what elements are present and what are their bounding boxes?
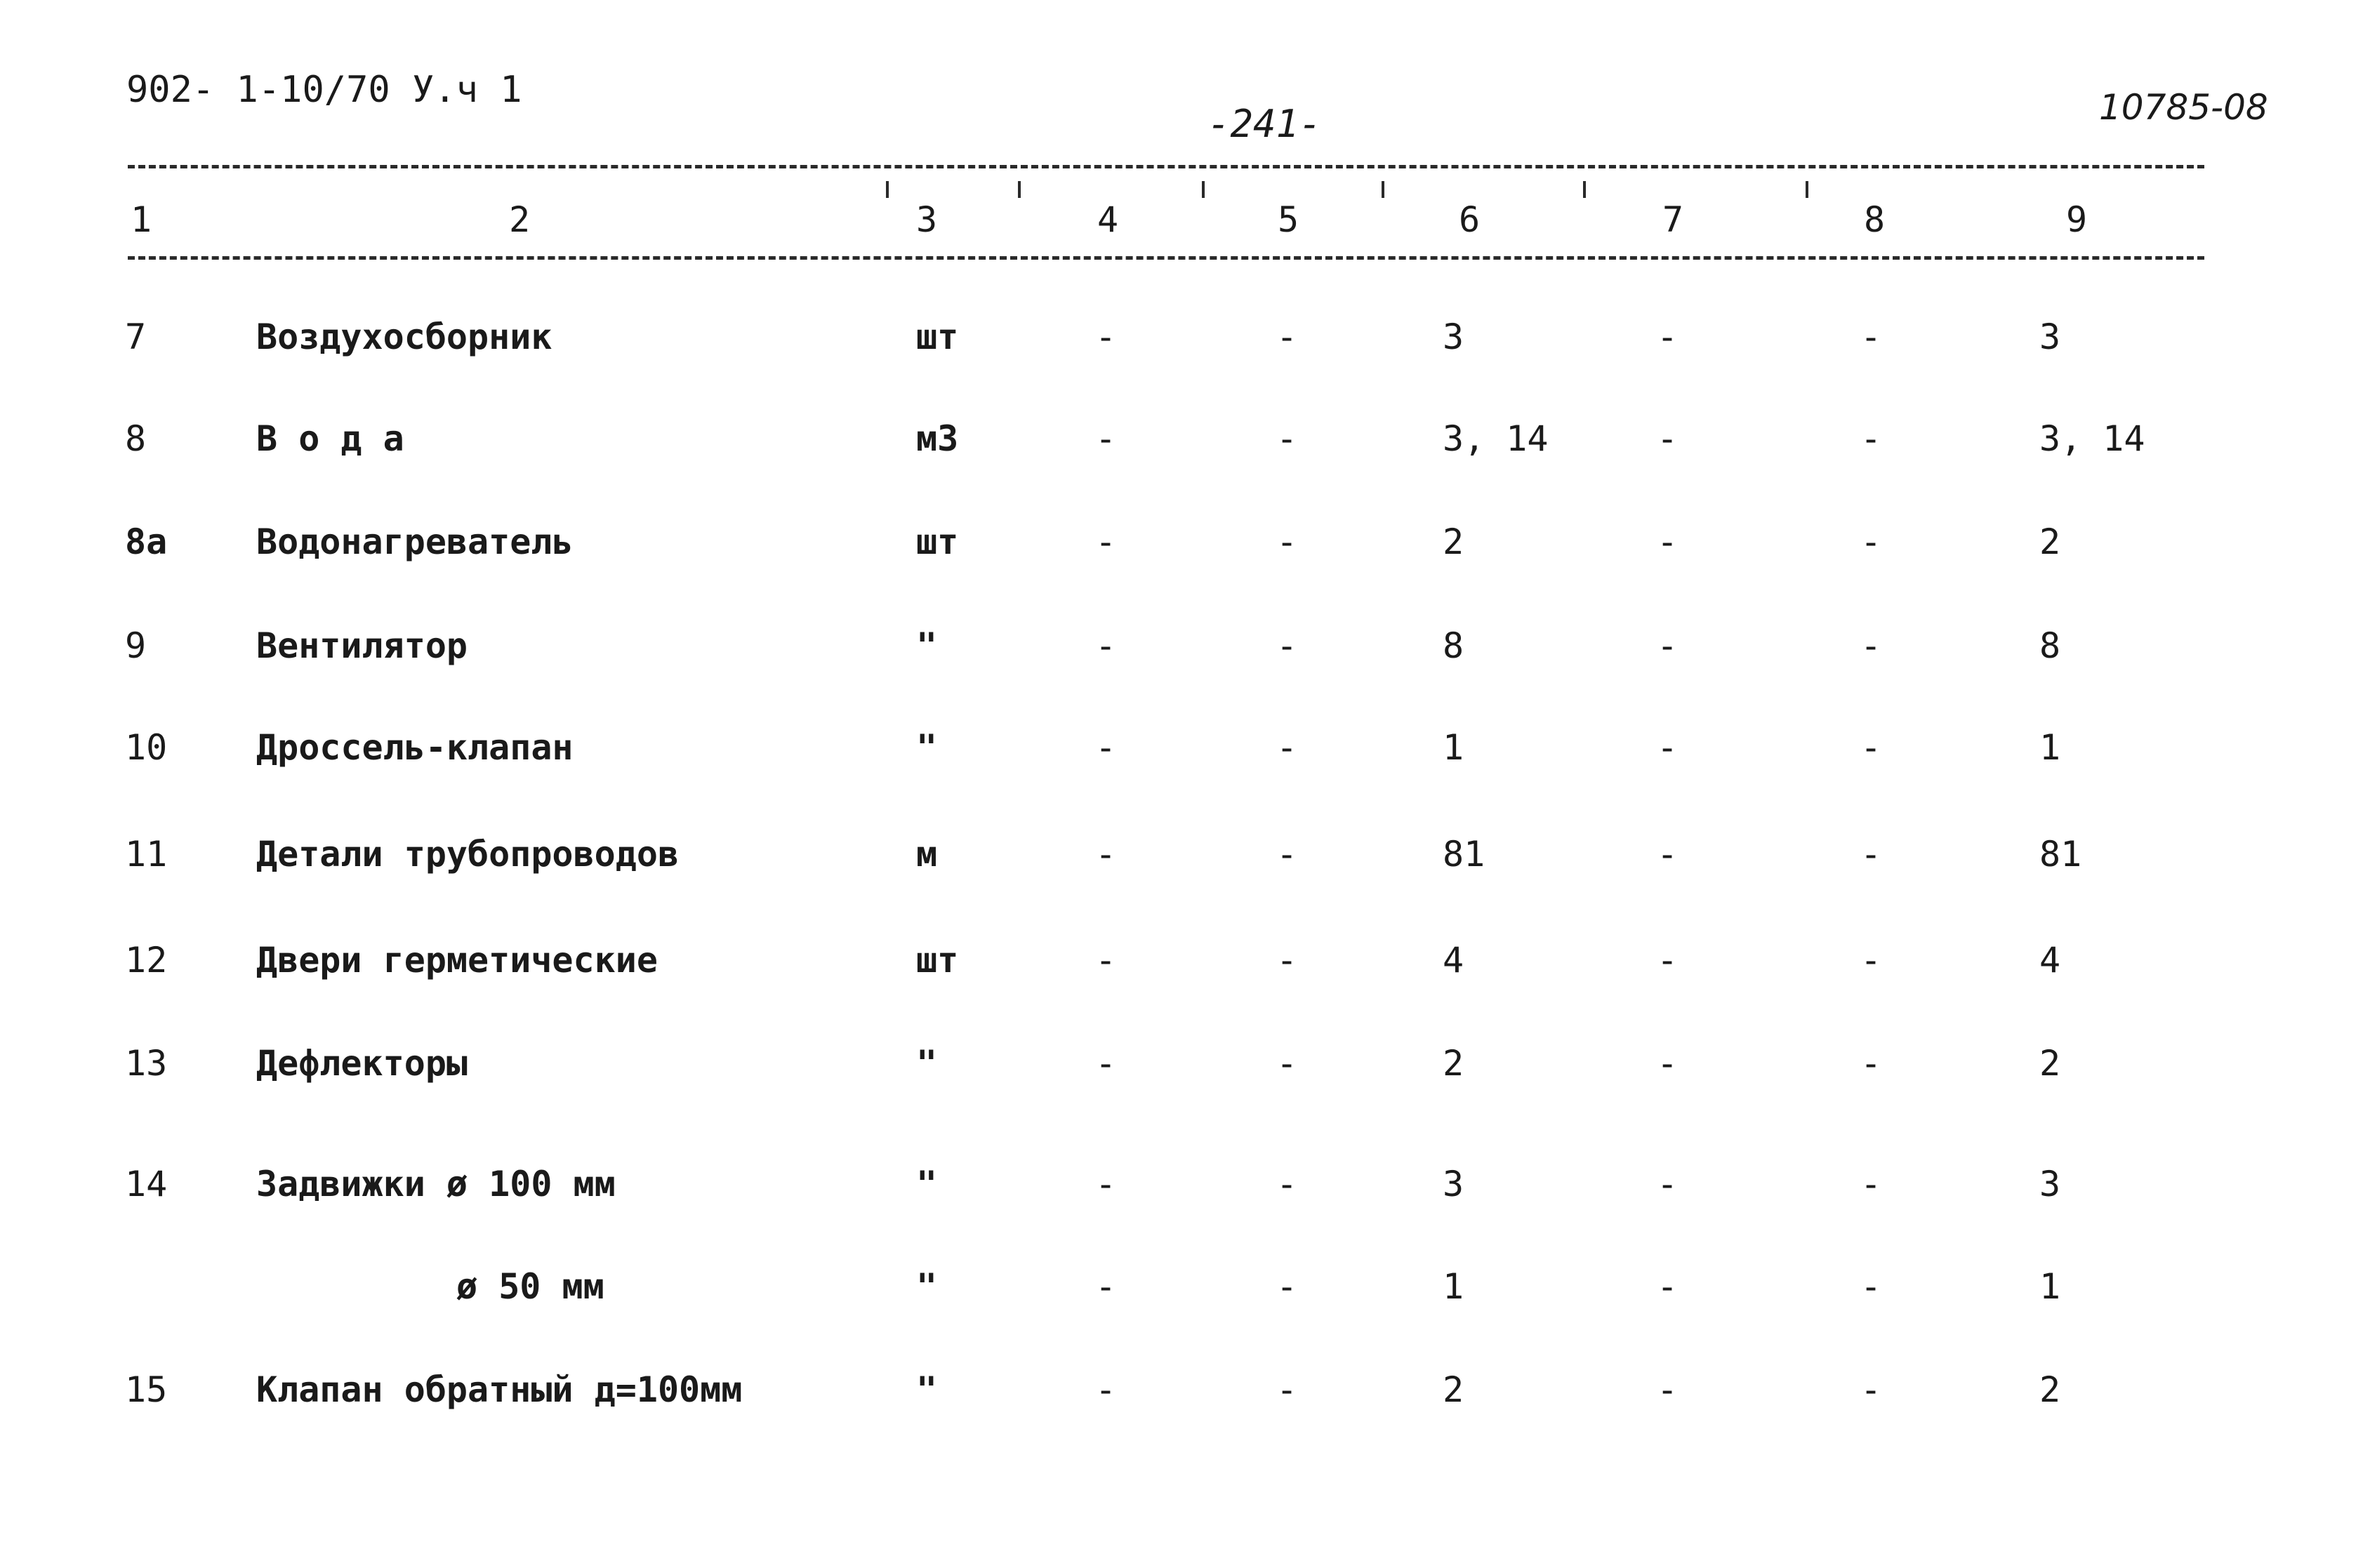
- value-col8: -: [1860, 418, 1882, 459]
- value-col6: 3: [1443, 317, 1464, 357]
- value-col8: -: [1860, 1164, 1882, 1204]
- table-top-rule: [128, 165, 2204, 168]
- column-header: 4: [1097, 199, 1119, 240]
- page-number: -241-: [1207, 102, 1322, 146]
- value-col5: -: [1276, 1266, 1298, 1307]
- row-number: 12: [125, 940, 168, 981]
- item-name: Дефлекторы: [256, 1043, 468, 1084]
- value-col4: -: [1095, 521, 1117, 562]
- value-col5: -: [1276, 1369, 1298, 1410]
- value-col4: -: [1095, 317, 1117, 357]
- item-name: Водонагреватель: [256, 521, 574, 562]
- unit: шт: [916, 317, 959, 357]
- column-header: 7: [1662, 199, 1684, 240]
- value-col4: -: [1095, 727, 1117, 768]
- value-col8: -: [1860, 834, 1882, 875]
- item-name: Дроссель-клапан: [256, 727, 574, 768]
- value-col6: 3: [1443, 1164, 1464, 1204]
- column-divider-tick: [1018, 181, 1021, 198]
- column-divider-tick: [1382, 181, 1384, 198]
- column-header: 1: [131, 199, 152, 240]
- unit: ": [916, 1164, 938, 1204]
- value-col6: 3, 14: [1443, 418, 1549, 459]
- value-col6: 81: [1443, 834, 1485, 875]
- value-col6: 4: [1443, 940, 1464, 981]
- unit: ": [916, 727, 938, 768]
- item-name: Воздухосборник: [256, 317, 552, 357]
- column-divider-tick: [1583, 181, 1586, 198]
- value-col7: -: [1657, 1266, 1679, 1307]
- value-col7: -: [1657, 625, 1679, 666]
- value-col9: 3: [2039, 317, 2061, 357]
- value-col8: -: [1860, 1266, 1882, 1307]
- value-col5: -: [1276, 625, 1298, 666]
- column-header: 5: [1278, 199, 1299, 240]
- value-col7: -: [1657, 1369, 1679, 1410]
- value-col7: -: [1657, 940, 1679, 981]
- row-number: 8: [125, 418, 147, 459]
- value-col6: 1: [1443, 727, 1464, 768]
- row-number: 14: [125, 1164, 168, 1204]
- value-col6: 2: [1443, 1369, 1464, 1410]
- value-col4: -: [1095, 940, 1117, 981]
- row-number: 9: [125, 625, 147, 666]
- value-col5: -: [1276, 521, 1298, 562]
- value-col9: 3: [2039, 1164, 2061, 1204]
- row-number: 7: [125, 317, 147, 357]
- value-col9: 8: [2039, 625, 2061, 666]
- column-header: 3: [916, 199, 938, 240]
- value-col5: -: [1276, 317, 1298, 357]
- value-col4: -: [1095, 1369, 1117, 1410]
- value-col9: 2: [2039, 521, 2061, 562]
- value-col4: -: [1095, 625, 1117, 666]
- value-col5: -: [1276, 727, 1298, 768]
- value-col8: -: [1860, 625, 1882, 666]
- value-col9: 2: [2039, 1369, 2061, 1410]
- item-name: Клапан обратный д=100мм: [256, 1369, 743, 1410]
- value-col5: -: [1276, 1043, 1298, 1084]
- value-col7: -: [1657, 317, 1679, 357]
- column-header: 8: [1864, 199, 1886, 240]
- column-divider-tick: [1202, 181, 1205, 198]
- unit: ": [916, 1369, 938, 1410]
- unit: ": [916, 625, 938, 666]
- value-col7: -: [1657, 1164, 1679, 1204]
- column-header: 9: [2066, 199, 2088, 240]
- value-col5: -: [1276, 1164, 1298, 1204]
- value-col5: -: [1276, 940, 1298, 981]
- value-col8: -: [1860, 1369, 1882, 1410]
- value-col5: -: [1276, 834, 1298, 875]
- row-number: 8а: [125, 521, 168, 562]
- value-col7: -: [1657, 418, 1679, 459]
- value-col7: -: [1657, 521, 1679, 562]
- value-col8: -: [1860, 1043, 1882, 1084]
- archive-number: 10785-08: [2099, 87, 2268, 128]
- row-number: 11: [125, 834, 168, 875]
- column-header: 2: [509, 199, 531, 240]
- value-col5: -: [1276, 418, 1298, 459]
- value-col7: -: [1657, 1043, 1679, 1084]
- value-col4: -: [1095, 418, 1117, 459]
- value-col7: -: [1657, 727, 1679, 768]
- value-col7: -: [1657, 834, 1679, 875]
- item-name: В о д а: [256, 418, 404, 459]
- value-col9: 1: [2039, 1266, 2061, 1307]
- value-col6: 2: [1443, 521, 1464, 562]
- item-name: Двери герметические: [256, 940, 658, 981]
- value-col8: -: [1860, 317, 1882, 357]
- unit: м3: [916, 418, 959, 459]
- row-number: 10: [125, 727, 168, 768]
- item-name: ø 50 мм: [456, 1266, 604, 1307]
- value-col9: 4: [2039, 940, 2061, 981]
- value-col8: -: [1860, 940, 1882, 981]
- value-col8: -: [1860, 521, 1882, 562]
- unit: ": [916, 1043, 938, 1084]
- value-col6: 8: [1443, 625, 1464, 666]
- column-header: 6: [1459, 199, 1481, 240]
- row-number: 13: [125, 1043, 168, 1084]
- value-col6: 2: [1443, 1043, 1464, 1084]
- item-name: Детали трубопроводов: [256, 834, 680, 875]
- unit: шт: [916, 521, 959, 562]
- value-col4: -: [1095, 1164, 1117, 1204]
- value-col9: 81: [2039, 834, 2082, 875]
- column-divider-tick: [886, 181, 889, 198]
- value-col8: -: [1860, 727, 1882, 768]
- value-col9: 1: [2039, 727, 2061, 768]
- unit: ": [916, 1266, 938, 1307]
- row-number: 15: [125, 1369, 168, 1410]
- table-header-rule: [128, 256, 2204, 260]
- column-divider-tick: [1806, 181, 1808, 198]
- value-col6: 1: [1443, 1266, 1464, 1307]
- unit: шт: [916, 940, 959, 981]
- value-col9: 3, 14: [2039, 418, 2145, 459]
- unit: м: [916, 834, 938, 875]
- value-col4: -: [1095, 834, 1117, 875]
- item-name: Вентилятор: [256, 625, 468, 666]
- value-col9: 2: [2039, 1043, 2061, 1084]
- document-code: 902- 1-10/70 У.ч 1: [126, 69, 522, 111]
- value-col4: -: [1095, 1043, 1117, 1084]
- item-name: Задвижки ø 100 мм: [256, 1164, 616, 1204]
- value-col4: -: [1095, 1266, 1117, 1307]
